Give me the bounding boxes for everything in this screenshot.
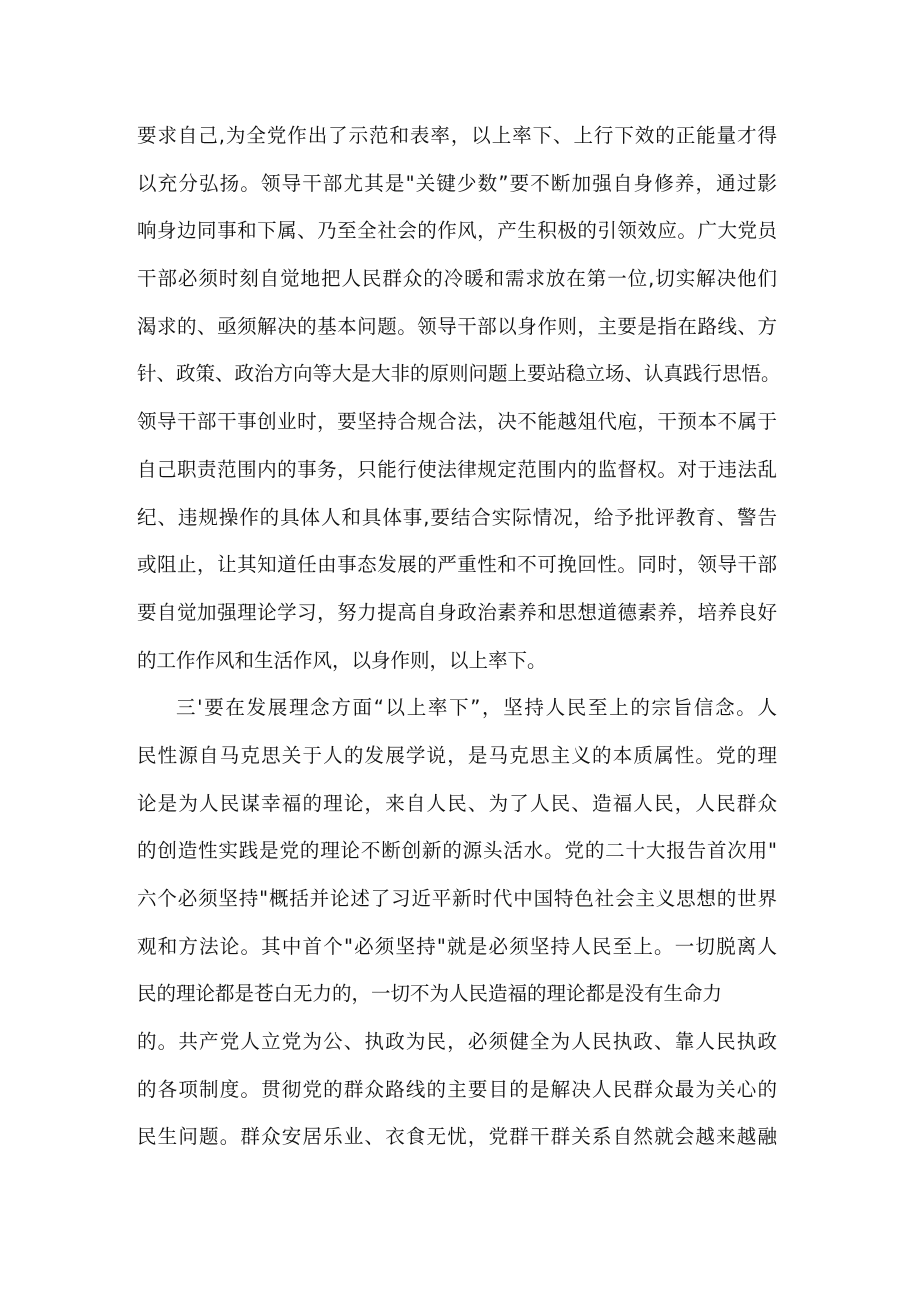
body-text xyxy=(137,112,781,1161)
text-line: 民性源自马克思关于人的发展学说，是马克思主义的本质属性。党的理 xyxy=(137,743,777,767)
text-line: 要求自己,为全党作出了示范和表率，以上率下、上行下效的正能量才得 xyxy=(137,124,777,147)
text-line: 干部必须时刻自觉地把人民群众的冷暖和需求放在第一位,切实解决他们 xyxy=(137,267,777,291)
text-line: 六个必须坚持"概括并论述了习近平新时代中国特色社会主义思想的世界 xyxy=(137,887,777,910)
text-line: 以充分弘扬。领导干部尤其是"关键少数”要不断加强自身修养，通过影 xyxy=(137,171,777,195)
text-line: 的工作作风和生活作风，以身作则，以上率下。 xyxy=(137,648,547,672)
paragraph-three xyxy=(137,684,777,1161)
text-line: 针、政策、政治方向等大是大非的原则问题上要站稳立场、认真践行思悟。 xyxy=(137,362,781,386)
text-line: 自己职责范围内的事务，只能行使法律规定范围内的监督权。对于违法乱 xyxy=(137,457,777,481)
text-line: 或阻止，让其知道任由事态发展的严重性和不可挽回性。同时，领导干部 xyxy=(137,553,777,577)
text-line: 的。共产党人立党为公、执政为民，必须健全为人民执政、靠人民执政 xyxy=(137,1030,777,1054)
text-line: 民的理论都是苍白无力的，一切不为人民造福的理论都是没有生命力 xyxy=(137,982,723,1006)
text-line: 纪、违规操作的具体人和具体事,要结合实际情况，给予批评教育、警告 xyxy=(137,505,777,529)
text-line: 响身边同事和下属、乃至全社会的作风，产生积极的引领效应。广大党员 xyxy=(137,219,777,243)
text-line: 观和方法论。其中首个"必须坚持"就是必须坚持人民至上。一切脱离人 xyxy=(137,934,777,958)
text-line: 的创造性实践是党的理论不断创新的源头活水。党的二十大报告首次用" xyxy=(137,839,777,863)
paragraph-continued xyxy=(137,112,781,684)
text-line: 论是为人民谋幸福的理论，来自人民、为了人民、造福人民，人民群众 xyxy=(137,791,777,815)
text-line: 的各项制度。贯彻党的群众路线的主要目的是解决人民群众最为关心的 xyxy=(137,1077,777,1101)
text-line: 领导干部干事创业时，要坚持合规合法，决不能越俎代庖，干预本不属于 xyxy=(137,410,777,434)
text-line: 渴求的、亟须解决的基本问题。领导干部以身作则，主要是指在路线、方 xyxy=(137,314,777,338)
text-line: 三'要在发展理念方面“以上率下”，坚持人民至上的宗旨信念。人 xyxy=(176,696,777,720)
text-line: 要自觉加强理论学习，努力提高自身政治素养和思想道德素养，培养良好 xyxy=(137,600,777,624)
text-line: 民生问题。群众安居乐业、衣食无忧，党群干群关系自然就会越来越融 xyxy=(137,1125,777,1149)
